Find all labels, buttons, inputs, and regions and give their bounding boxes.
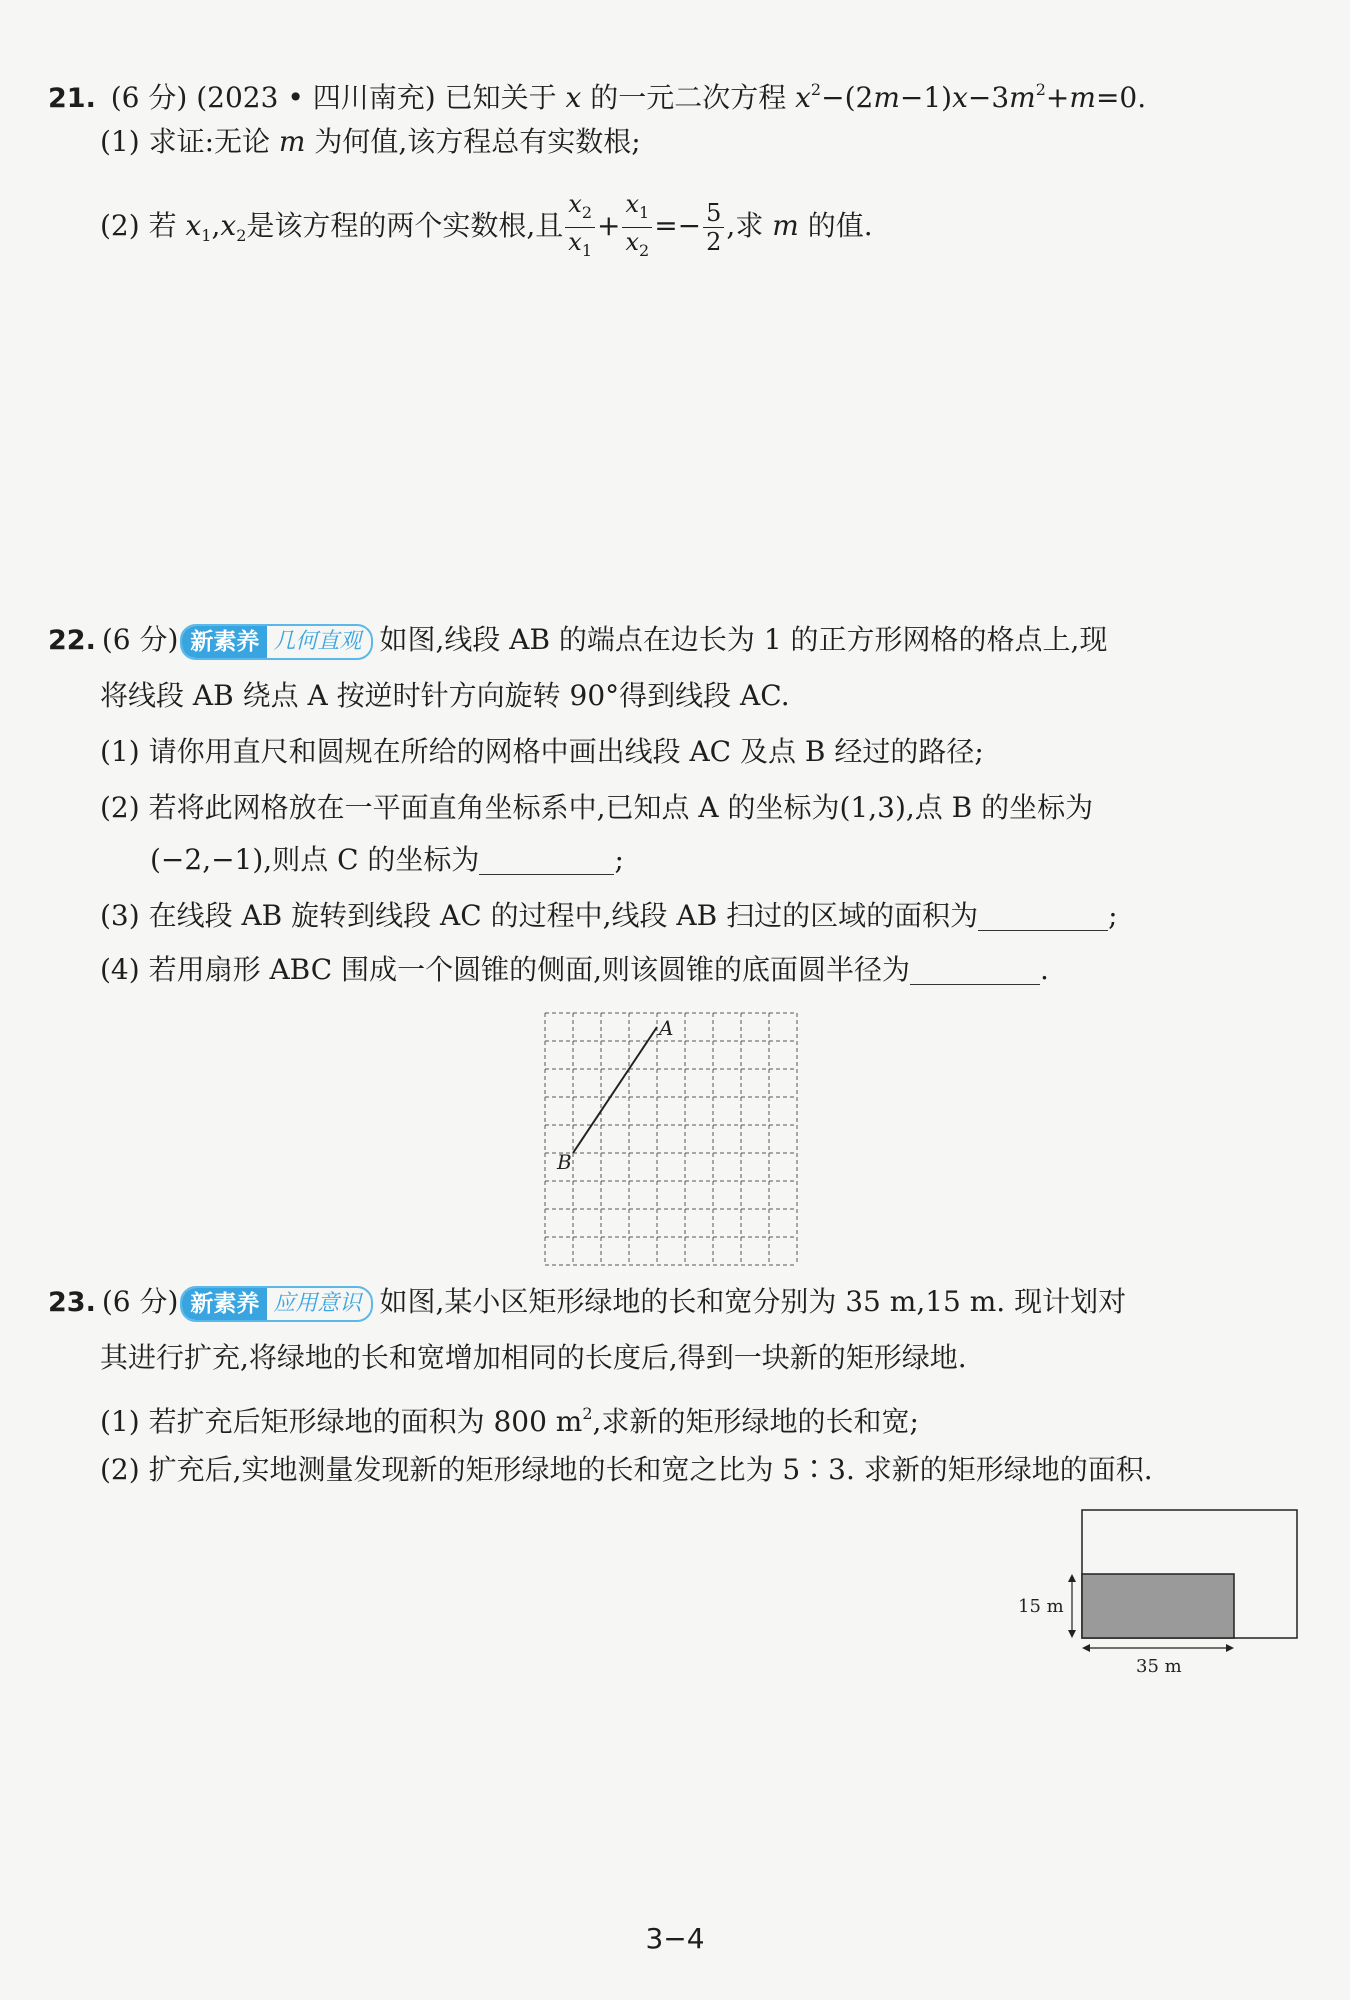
q22-part1: (1) 请你用直尺和圆规在所给的网格中画出线段 AC 及点 B 经过的路径; — [100, 735, 984, 768]
arrow-down — [1068, 1630, 1076, 1638]
answer-blank-swept-area[interactable] — [978, 900, 1108, 931]
subscript: 1 — [201, 226, 212, 245]
frac-num: x — [625, 190, 640, 218]
fraction-x2-over-x1 — [565, 190, 595, 265]
arrow-left — [1082, 1644, 1090, 1652]
var-x: x — [220, 209, 237, 242]
q21-score: (6 分) — [110, 81, 188, 114]
q21-part2 — [100, 190, 873, 271]
badge-primary: 新素养 — [182, 1288, 267, 1320]
arrow-right — [1226, 1644, 1234, 1652]
superscript: 2 — [582, 1404, 593, 1423]
part-text: ; — [614, 843, 624, 876]
badge-secondary: 几何直观 — [273, 628, 362, 654]
q22-part2-line2 — [150, 842, 624, 878]
eq-sup: 2 — [1035, 80, 1046, 99]
subscript: 2 — [639, 241, 650, 260]
original-green-area — [1082, 1574, 1234, 1638]
answer-blank-cone-radius[interactable] — [910, 954, 1040, 985]
q22-number: 22. — [48, 625, 96, 656]
eq-x: x — [795, 81, 811, 114]
q21-source: (2023 • 四川南充) — [196, 81, 436, 114]
frac-den: x — [568, 228, 582, 256]
part-text: ; — [1108, 899, 1118, 932]
q22-grid-figure — [540, 1008, 802, 1270]
q23-stem-line2: 其进行扩充,将绿地的长和宽增加相同的长度后,得到一块新的矩形绿地. — [100, 1341, 967, 1374]
q23-badge — [180, 1286, 373, 1322]
point-b-label: B — [557, 1150, 572, 1174]
q22-score: (6 分) — [101, 623, 179, 656]
page-number: 3−4 — [645, 1922, 705, 1955]
part-text: 若 — [148, 209, 177, 242]
q21-part1 — [100, 124, 641, 160]
badge-secondary: 应用意识 — [273, 1290, 362, 1316]
subscript: 2 — [236, 226, 247, 245]
arrow-up — [1068, 1574, 1076, 1582]
q22-stem-text: 如图,线段 AB 的端点在边长为 1 的正方形网格的格点上,现 — [379, 623, 1108, 656]
eq-m: m — [1009, 81, 1036, 114]
q21-stem-var: x — [565, 81, 582, 114]
part-text: 求证:无论 — [148, 125, 271, 158]
q23-score: (6 分) — [101, 1285, 179, 1318]
part-text: 为何值,该方程总有实数根; — [314, 125, 641, 158]
q23-stem-text: 如图,某小区矩形绿地的长和宽分别为 35 m,15 m. 现计划对 — [379, 1285, 1127, 1318]
part-text: (1) 若扩充后矩形绿地的面积为 800 m — [100, 1405, 583, 1438]
q21-equation — [795, 81, 1146, 114]
fraction-x1-over-x2 — [622, 190, 652, 265]
part-label: (2) — [100, 209, 140, 242]
q22-part3 — [100, 898, 1118, 934]
part-var: m — [772, 209, 799, 242]
eq-part: =0. — [1095, 81, 1147, 114]
subscript: 2 — [581, 203, 593, 222]
q23-stem-line1 — [48, 1284, 1126, 1322]
subscript: 1 — [639, 203, 650, 222]
eq-part: −1) — [899, 81, 953, 114]
part-label: (1) — [100, 125, 140, 158]
frac-num: 5 — [703, 199, 724, 228]
q22-part2-line1: (2) 若将此网格放在一平面直角坐标系中,已知点 A 的坐标为(1,3),点 B 的坐标为 — [100, 791, 1094, 824]
equals-sign: =− — [654, 209, 702, 242]
part-text: ,求新的矩形绿地的长和宽; — [592, 1405, 919, 1438]
q22-stem-line1 — [48, 622, 1107, 660]
badge-primary: 新素养 — [182, 626, 267, 658]
eq-sup: 2 — [810, 80, 822, 99]
length-label: 35 m — [1136, 1656, 1182, 1677]
q21-stem-text2: 的一元二次方程 — [590, 81, 787, 114]
part-var: m — [278, 125, 306, 158]
eq-part: −3 — [967, 81, 1010, 114]
plus-sign: + — [597, 209, 621, 242]
answer-blank-c-coordinate[interactable] — [479, 844, 614, 875]
var-x: x — [185, 209, 202, 242]
eq-part: −(2 — [821, 81, 874, 114]
q23-rectangle-figure — [1010, 1500, 1310, 1680]
q22-stem-line2: 将线段 AB 绕点 A 按逆时针方向旋转 90°得到线段 AC. — [100, 679, 790, 712]
part-text: ,求 — [726, 209, 764, 242]
part-text: 的值. — [807, 209, 873, 242]
segment-ab — [573, 1027, 657, 1153]
q22-part4 — [100, 952, 1049, 988]
fraction-five-halves — [703, 199, 724, 256]
part-text: (3) 在线段 AB 旋转到线段 AC 的过程中,线段 AB 扫过的区域的面积为 — [100, 899, 979, 932]
q23-number: 23. — [48, 1287, 96, 1318]
part-text: , — [211, 209, 221, 242]
part-text: 是该方程的两个实数根,且 — [246, 209, 564, 242]
q21-number: 21. — [48, 83, 96, 114]
q22-badge — [180, 624, 373, 660]
part-text: (4) 若用扇形 ABC 围成一个圆锥的侧面,则该圆锥的底面圆半径为 — [100, 953, 911, 986]
q21-stem-text: 已知关于 — [444, 81, 557, 114]
q23-part1 — [100, 1396, 919, 1440]
part-text: . — [1040, 953, 1049, 986]
width-label: 15 m — [1018, 1596, 1064, 1617]
q23-part2: (2) 扩充后,实地测量发现新的矩形绿地的长和宽之比为 5∶3. 求新的矩形绿地的面积. — [100, 1453, 1153, 1486]
frac-num: x — [568, 190, 582, 218]
eq-m: m — [1069, 81, 1096, 114]
eq-m: m — [873, 81, 900, 114]
q21-stem — [48, 72, 1146, 117]
frac-den: x — [625, 228, 640, 256]
eq-x: x — [952, 81, 968, 114]
eq-part: + — [1045, 81, 1070, 114]
frac-den: 2 — [706, 228, 722, 256]
subscript: 1 — [581, 241, 593, 260]
part-text: (−2,−1),则点 C 的坐标为 — [150, 843, 480, 876]
point-a-label: A — [659, 1016, 674, 1040]
